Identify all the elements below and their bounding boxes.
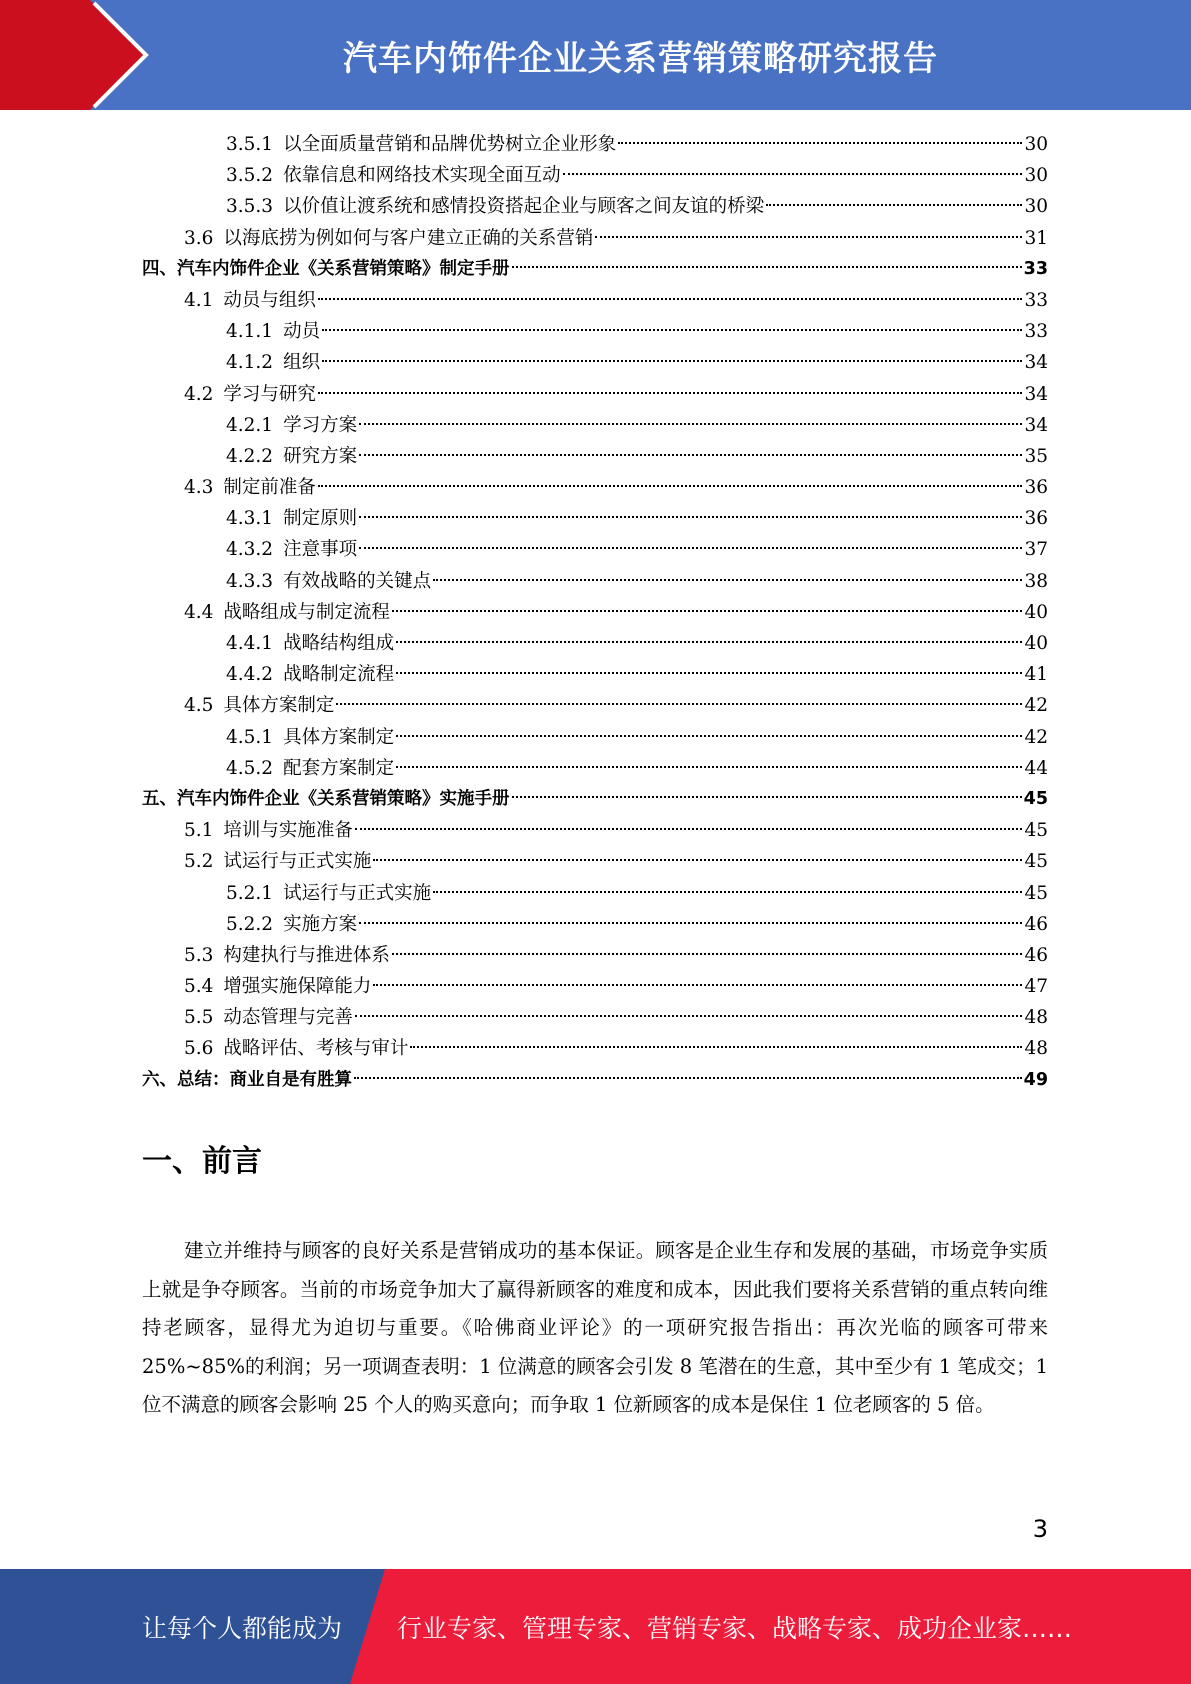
toc-entry[interactable] <box>142 784 1048 815</box>
toc-entry-title: 动员与组织 <box>223 289 316 311</box>
body-paragraph: 建立并维持与顾客的良好关系是营销成功的基本保证。顾客是企业生存和发展的基础，市场竞争实质上就是争夺顾客。当前的市场竞争加大了赢得新顾客的难度和成本，因此我们要将关系营销的重点转向维持老顾客，显得尤为迫切与重要。《哈佛商业评论》的一项研究报告指出：再次光临的顾客可带来 25%~85%的利润；另一项调查表明：1 位满意的顾客会引发 8 笔潜在的生意，其中至少有 1 笔成交；1 位不满意的顾客会影响 25 个人的购买意向；而争取 1 位新顾客的成本是保住 1 位老顾客的 5 倍。 <box>142 1239 1048 1416</box>
toc-entry-page: 41 <box>1024 664 1048 686</box>
toc-dot-leader <box>322 360 1022 362</box>
toc-entry[interactable] <box>142 410 1048 441</box>
toc-dot-leader <box>396 735 1022 737</box>
toc-entry-title: 制定前准备 <box>223 477 316 499</box>
toc-dot-leader <box>392 610 1022 612</box>
toc-entry[interactable] <box>142 472 1048 503</box>
toc-entry-page: 45 <box>1024 820 1048 842</box>
toc-entry-title: 以价值让渡系统和感情投资搭起企业与顾客之间友谊的桥梁 <box>283 196 765 218</box>
toc-entry-page: 44 <box>1024 757 1048 779</box>
toc-entry-title: 动态管理与完善 <box>223 1007 353 1029</box>
toc-entry-title: 以全面质量营销和品牌优势树立企业形象 <box>283 134 617 155</box>
toc-entry-page: 42 <box>1024 726 1048 748</box>
toc-entry-title: 战略制定流程 <box>283 664 395 686</box>
toc-entry-page: 36 <box>1024 508 1048 530</box>
toc-entry[interactable] <box>142 971 1048 1002</box>
toc-entry-number: 4.4.2 <box>226 664 274 686</box>
toc-entry-number: 4.3.1 <box>226 508 274 530</box>
toc-dot-leader <box>392 953 1022 955</box>
header-arrow-decoration <box>0 0 150 110</box>
toc-entry-page: 42 <box>1024 695 1048 717</box>
toc-entry-number: 4.2.1 <box>226 414 274 436</box>
toc-entry[interactable] <box>142 254 1048 285</box>
toc-entry-title: 战略评估、考核与审计 <box>223 1038 409 1060</box>
toc-entry-number: 4.1.1 <box>226 321 274 343</box>
toc-entry-number: 5.2.2 <box>226 913 274 935</box>
toc-entry[interactable] <box>142 379 1048 410</box>
toc-dot-leader <box>359 423 1022 425</box>
toc-entry-number: 4.1 <box>184 289 214 311</box>
toc-entry-number: 4.5 <box>184 695 214 717</box>
toc-dot-leader <box>373 984 1022 986</box>
toc-entry[interactable] <box>142 1065 1048 1096</box>
toc-entry-number: 4.3 <box>184 477 214 499</box>
toc-entry-number: 3.5.2 <box>226 165 274 187</box>
toc-entry[interactable] <box>142 191 1048 222</box>
toc-entry-number: 5.2 <box>184 851 214 873</box>
toc-entry-number: 5.2.1 <box>226 882 274 904</box>
toc-entry-page: 35 <box>1024 445 1048 467</box>
toc-entry-number: 5.6 <box>184 1038 214 1060</box>
footer-banner <box>0 1569 1191 1684</box>
header-banner <box>0 0 1191 110</box>
toc-entry-page: 47 <box>1024 976 1048 998</box>
toc-entry[interactable] <box>142 940 1048 971</box>
toc-dot-leader <box>766 204 1022 206</box>
toc-entry-title: 注意事项 <box>283 539 358 561</box>
toc-dot-leader <box>318 298 1022 300</box>
toc-dot-leader <box>373 859 1022 861</box>
footer-slogan-right: 行业专家、管理专家、营销专家、战略专家、成功企业家…… <box>397 1613 1073 1643</box>
toc-entry-page: 30 <box>1024 196 1048 218</box>
toc-entry-title: 增强实施保障能力 <box>223 976 372 998</box>
toc-entry-title: 有效战略的关键点 <box>283 570 432 592</box>
toc-entry-number: 4.4.1 <box>226 633 274 654</box>
toc-entry-number: 4.5.1 <box>226 726 274 748</box>
toc-entry-page: 33 <box>1023 258 1048 279</box>
toc-entry-page: 30 <box>1024 134 1048 155</box>
toc-entry-page: 46 <box>1024 913 1048 935</box>
toc-entry-title: 试运行与正式实施 <box>223 851 372 873</box>
toc-dot-leader <box>512 796 1022 798</box>
toc-entry-title: 学习方案 <box>283 414 358 436</box>
toc-dot-leader <box>396 641 1022 643</box>
toc-dot-leader <box>318 485 1022 487</box>
toc-entry[interactable] <box>142 628 1048 659</box>
toc-entry[interactable] <box>142 1002 1048 1033</box>
footer-slogan-left: 让每个人都能成为 <box>142 1613 343 1643</box>
toc-entry-title: 培训与实施准备 <box>223 820 353 842</box>
toc-entry-page: 48 <box>1024 1038 1048 1060</box>
toc-entry-page: 36 <box>1024 477 1048 499</box>
toc-entry-title: 具体方案制定 <box>283 726 395 748</box>
toc-entry-title: 依靠信息和网络技术实现全面互动 <box>283 165 561 187</box>
toc-entry-page: 38 <box>1024 570 1048 592</box>
toc-dot-leader <box>563 173 1022 175</box>
toc-entry-number: 4.3.3 <box>226 570 274 592</box>
toc-entry-page: 45 <box>1023 788 1048 809</box>
toc-dot-leader <box>595 236 1022 238</box>
toc-entry-title: 试运行与正式实施 <box>283 882 432 904</box>
toc-entry-number: 3.5.1 <box>226 134 274 155</box>
toc-entry-title: 组织 <box>283 352 321 374</box>
toc-entry[interactable] <box>142 566 1048 597</box>
section-heading: 一、前言 <box>142 1144 262 1179</box>
toc-dot-leader <box>396 672 1022 674</box>
toc-entry[interactable] <box>142 909 1048 940</box>
page-number: 3 <box>1032 1515 1048 1543</box>
toc-dot-leader <box>354 1077 1022 1079</box>
toc-entry[interactable] <box>142 1033 1048 1064</box>
toc-dot-leader <box>433 579 1022 581</box>
toc-entry-title: 战略结构组成 <box>283 633 395 654</box>
toc-entry-page: 45 <box>1024 851 1048 873</box>
toc-entry-title: 制定原则 <box>283 508 358 530</box>
toc-entry-page: 34 <box>1024 414 1048 436</box>
toc-entry-number: 5.3 <box>184 944 214 966</box>
toc-entry-page: 33 <box>1024 289 1048 311</box>
toc-dot-leader <box>318 392 1022 394</box>
toc-entry[interactable] <box>142 534 1048 565</box>
toc-entry-number: 4.4 <box>184 601 214 623</box>
toc-entry[interactable] <box>142 223 1048 254</box>
toc-entry-page: 33 <box>1024 321 1048 343</box>
toc-entry[interactable] <box>142 722 1048 753</box>
toc-dot-leader <box>359 454 1022 456</box>
toc-dot-leader <box>512 266 1022 268</box>
toc-entry-number: 4.1.2 <box>226 352 274 374</box>
toc-entry-page: 37 <box>1024 539 1048 561</box>
toc-entry-page: 34 <box>1024 352 1048 374</box>
toc-dot-leader <box>359 516 1022 518</box>
toc-entry-title: 配套方案制定 <box>283 757 395 779</box>
toc-entry[interactable] <box>142 503 1048 534</box>
toc-dot-leader <box>410 1046 1022 1048</box>
toc-entry[interactable] <box>142 597 1048 628</box>
toc-entry-number: 4.3.2 <box>226 539 274 561</box>
toc-entry-title: 学习与研究 <box>223 383 316 405</box>
toc-entry-page: 46 <box>1024 944 1048 966</box>
toc-entry-title: 四、汽车内饰件企业《关系营销策略》制定手册 <box>142 258 510 279</box>
toc-entry-page: 48 <box>1024 1007 1048 1029</box>
toc-entry[interactable] <box>142 815 1048 846</box>
toc-entry-number: 5.1 <box>184 820 214 842</box>
toc-entry-page: 31 <box>1024 227 1048 249</box>
toc-entry-number: 5.4 <box>184 976 214 998</box>
toc-dot-leader <box>336 703 1022 705</box>
toc-entry[interactable] <box>142 690 1048 721</box>
toc-entry-title: 实施方案 <box>283 913 358 935</box>
toc-entry-title: 构建执行与推进体系 <box>223 944 390 966</box>
report-title: 汽车内饰件企业关系营销策略研究报告 <box>343 38 938 79</box>
toc-entry-page: 49 <box>1023 1069 1048 1090</box>
toc-entry[interactable] <box>142 753 1048 784</box>
toc-entry-number: 5.5 <box>184 1007 214 1029</box>
toc-dot-leader <box>355 828 1022 830</box>
toc-entry[interactable] <box>142 659 1048 690</box>
toc-entry-title: 以海底捞为例如何与客户建立正确的关系营销 <box>223 227 594 249</box>
toc-entry-number: 4.2 <box>184 383 214 405</box>
toc-dot-leader <box>355 1015 1022 1017</box>
toc-entry-title: 动员 <box>283 321 321 343</box>
toc-entry-title: 具体方案制定 <box>223 695 335 717</box>
toc-entry[interactable] <box>142 846 1048 877</box>
toc-dot-leader <box>359 922 1022 924</box>
toc-entry-title: 六、总结：商业自是有胜算 <box>142 1069 352 1090</box>
toc-entry[interactable] <box>142 160 1048 191</box>
toc-entry-page: 45 <box>1024 882 1048 904</box>
toc-entry[interactable] <box>142 347 1048 378</box>
toc-dot-leader <box>433 891 1022 893</box>
toc-entry[interactable] <box>142 285 1048 316</box>
toc-entry[interactable] <box>142 316 1048 347</box>
toc-entry-number: 3.6 <box>184 227 214 249</box>
toc-entry-number: 4.2.2 <box>226 445 274 467</box>
toc-entry[interactable] <box>142 441 1048 472</box>
toc-dot-leader <box>618 142 1022 144</box>
toc-entry-title: 研究方案 <box>283 445 358 467</box>
toc-dot-leader <box>396 766 1022 768</box>
toc-dot-leader <box>322 329 1022 331</box>
toc-entry-title: 战略组成与制定流程 <box>223 601 390 623</box>
toc-dot-leader <box>359 547 1022 549</box>
toc-entry-number: 4.5.2 <box>226 757 274 779</box>
toc-entry-number: 3.5.3 <box>226 196 274 218</box>
table-of-contents <box>142 129 1048 1096</box>
toc-entry[interactable] <box>142 129 1048 160</box>
toc-entry[interactable] <box>142 878 1048 909</box>
toc-entry-page: 30 <box>1024 165 1048 187</box>
toc-entry-page: 40 <box>1024 601 1048 623</box>
toc-entry-page: 34 <box>1024 383 1048 405</box>
toc-entry-page: 40 <box>1024 633 1048 654</box>
toc-entry-title: 五、汽车内饰件企业《关系营销策略》实施手册 <box>142 788 510 809</box>
